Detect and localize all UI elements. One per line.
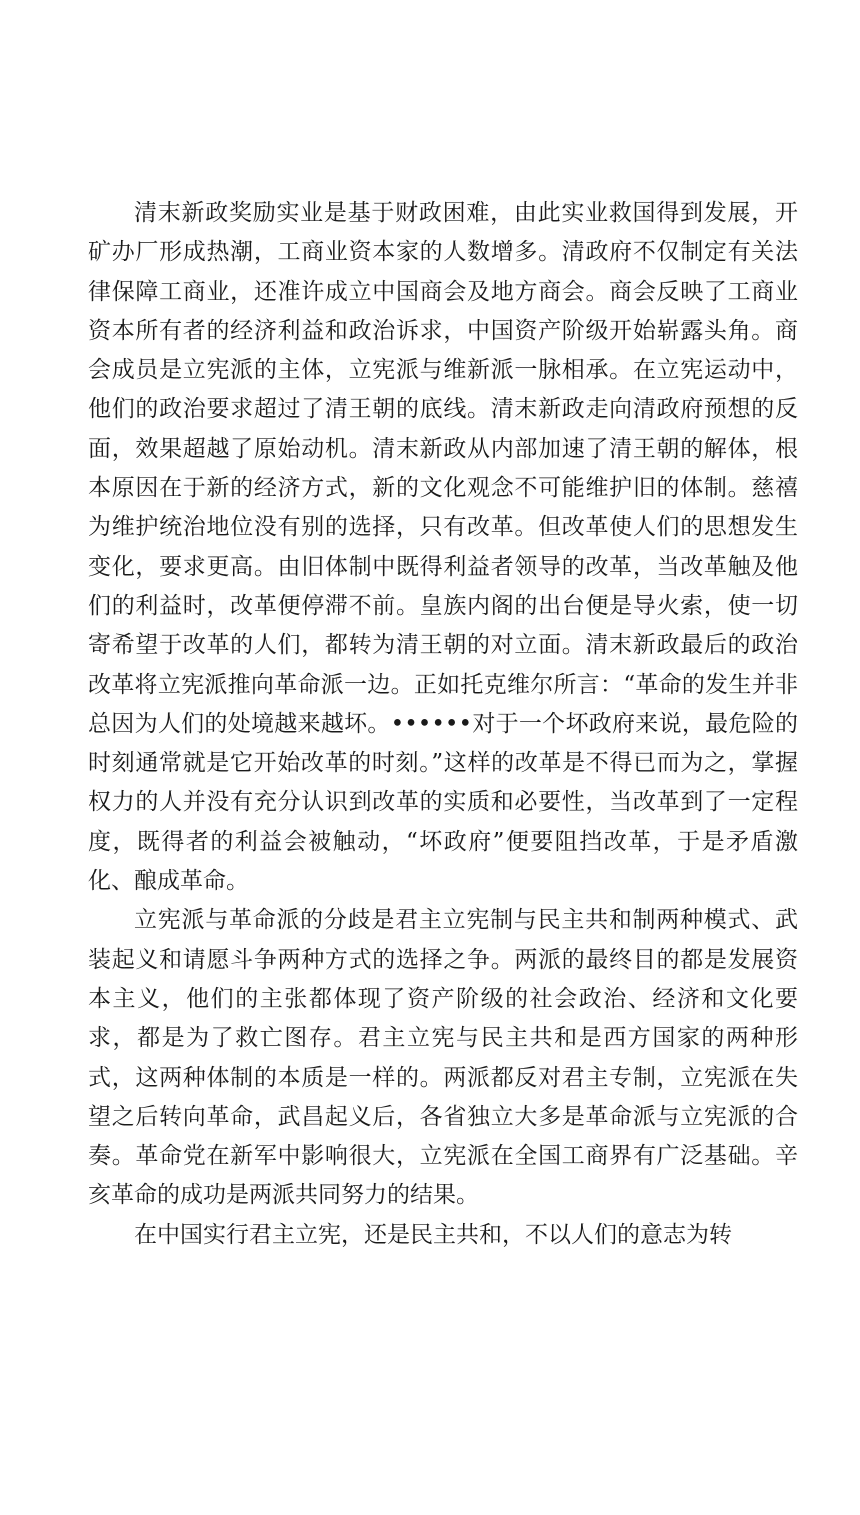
paragraph-new-policy: 清末新政奖励实业是基于财政困难，由此实业救国得到发展，开矿办厂形成热潮，工商业资本家的人数增多。清政府不仅制定有关法律保障工商业，还准许成立中国商会及地方商会。商会反映了工商业资本所有者的经济利益和政治诉求，中国资产阶级开始崭露头角。商会成员是立宪派的主体，立宪派与维新派一脉相承。在立宪运动中，他们的政治要求超过了清王朝的底线。清末新政走向清政府预想的反面，效果超越了原始动机。清末新政从内部加速了清王朝的解体，根本原因在于新的经济方式，新的文化观念不可能维护旧的体制。慈禧为维护统治地位没有别的选择，只有改革。但改革使人们的思想发生变化，要求更高。由旧体制中既得利益者领导的改革，当改革触及他们的利益时，改革便停滞不前。皇族内阁的出台便是导火索，使一切寄希望于改革的人们，都转为清王朝的对立面。清末新政最后的政治改革将立宪派推向革命派一边。正如托克维尔所言：“革命的发生并非总因为人们的处境越来越坏。••••••对于一个坏政府来说，最危险的时刻通常就是它开始改革的时刻。”这样的改革是不得已而为之，掌握权力的人并没有充分认识到改革的实质和必要性，当改革到了一定程度，既得者的利益会被触动，“坏政府”便要阻挡改革，于是矛盾激化、酿成革命。 <box>88 200 798 895</box>
paragraph-constitutionalists-vs-revolutionaries: 立宪派与革命派的分歧是君主立宪制与民主共和制两种模式、武装起义和请愿斗争两种方式的选择之争。两派的最终目的都是发展资本主义，他们的主张都体现了资产阶级的社会政治、经济和文化要求，都是为了救亡图存。君主立宪与民主共和是西方国家的两种形式，这两种体制的本质是一样的。两派都反对君主专制，立宪派在失望之后转向革命，武昌起义后，各省独立大多是革命派与立宪派的合奏。革命党在新军中影响很大，立宪派在全国工商界有广泛基础。辛亥革命的成功是两派共同努力的结果。 <box>88 907 798 1209</box>
paragraph-monarchy-or-republic: 在中国实行君主立宪，还是民主共和，不以人们的意志为转 <box>134 1221 732 1248</box>
document-body <box>88 194 798 1255</box>
